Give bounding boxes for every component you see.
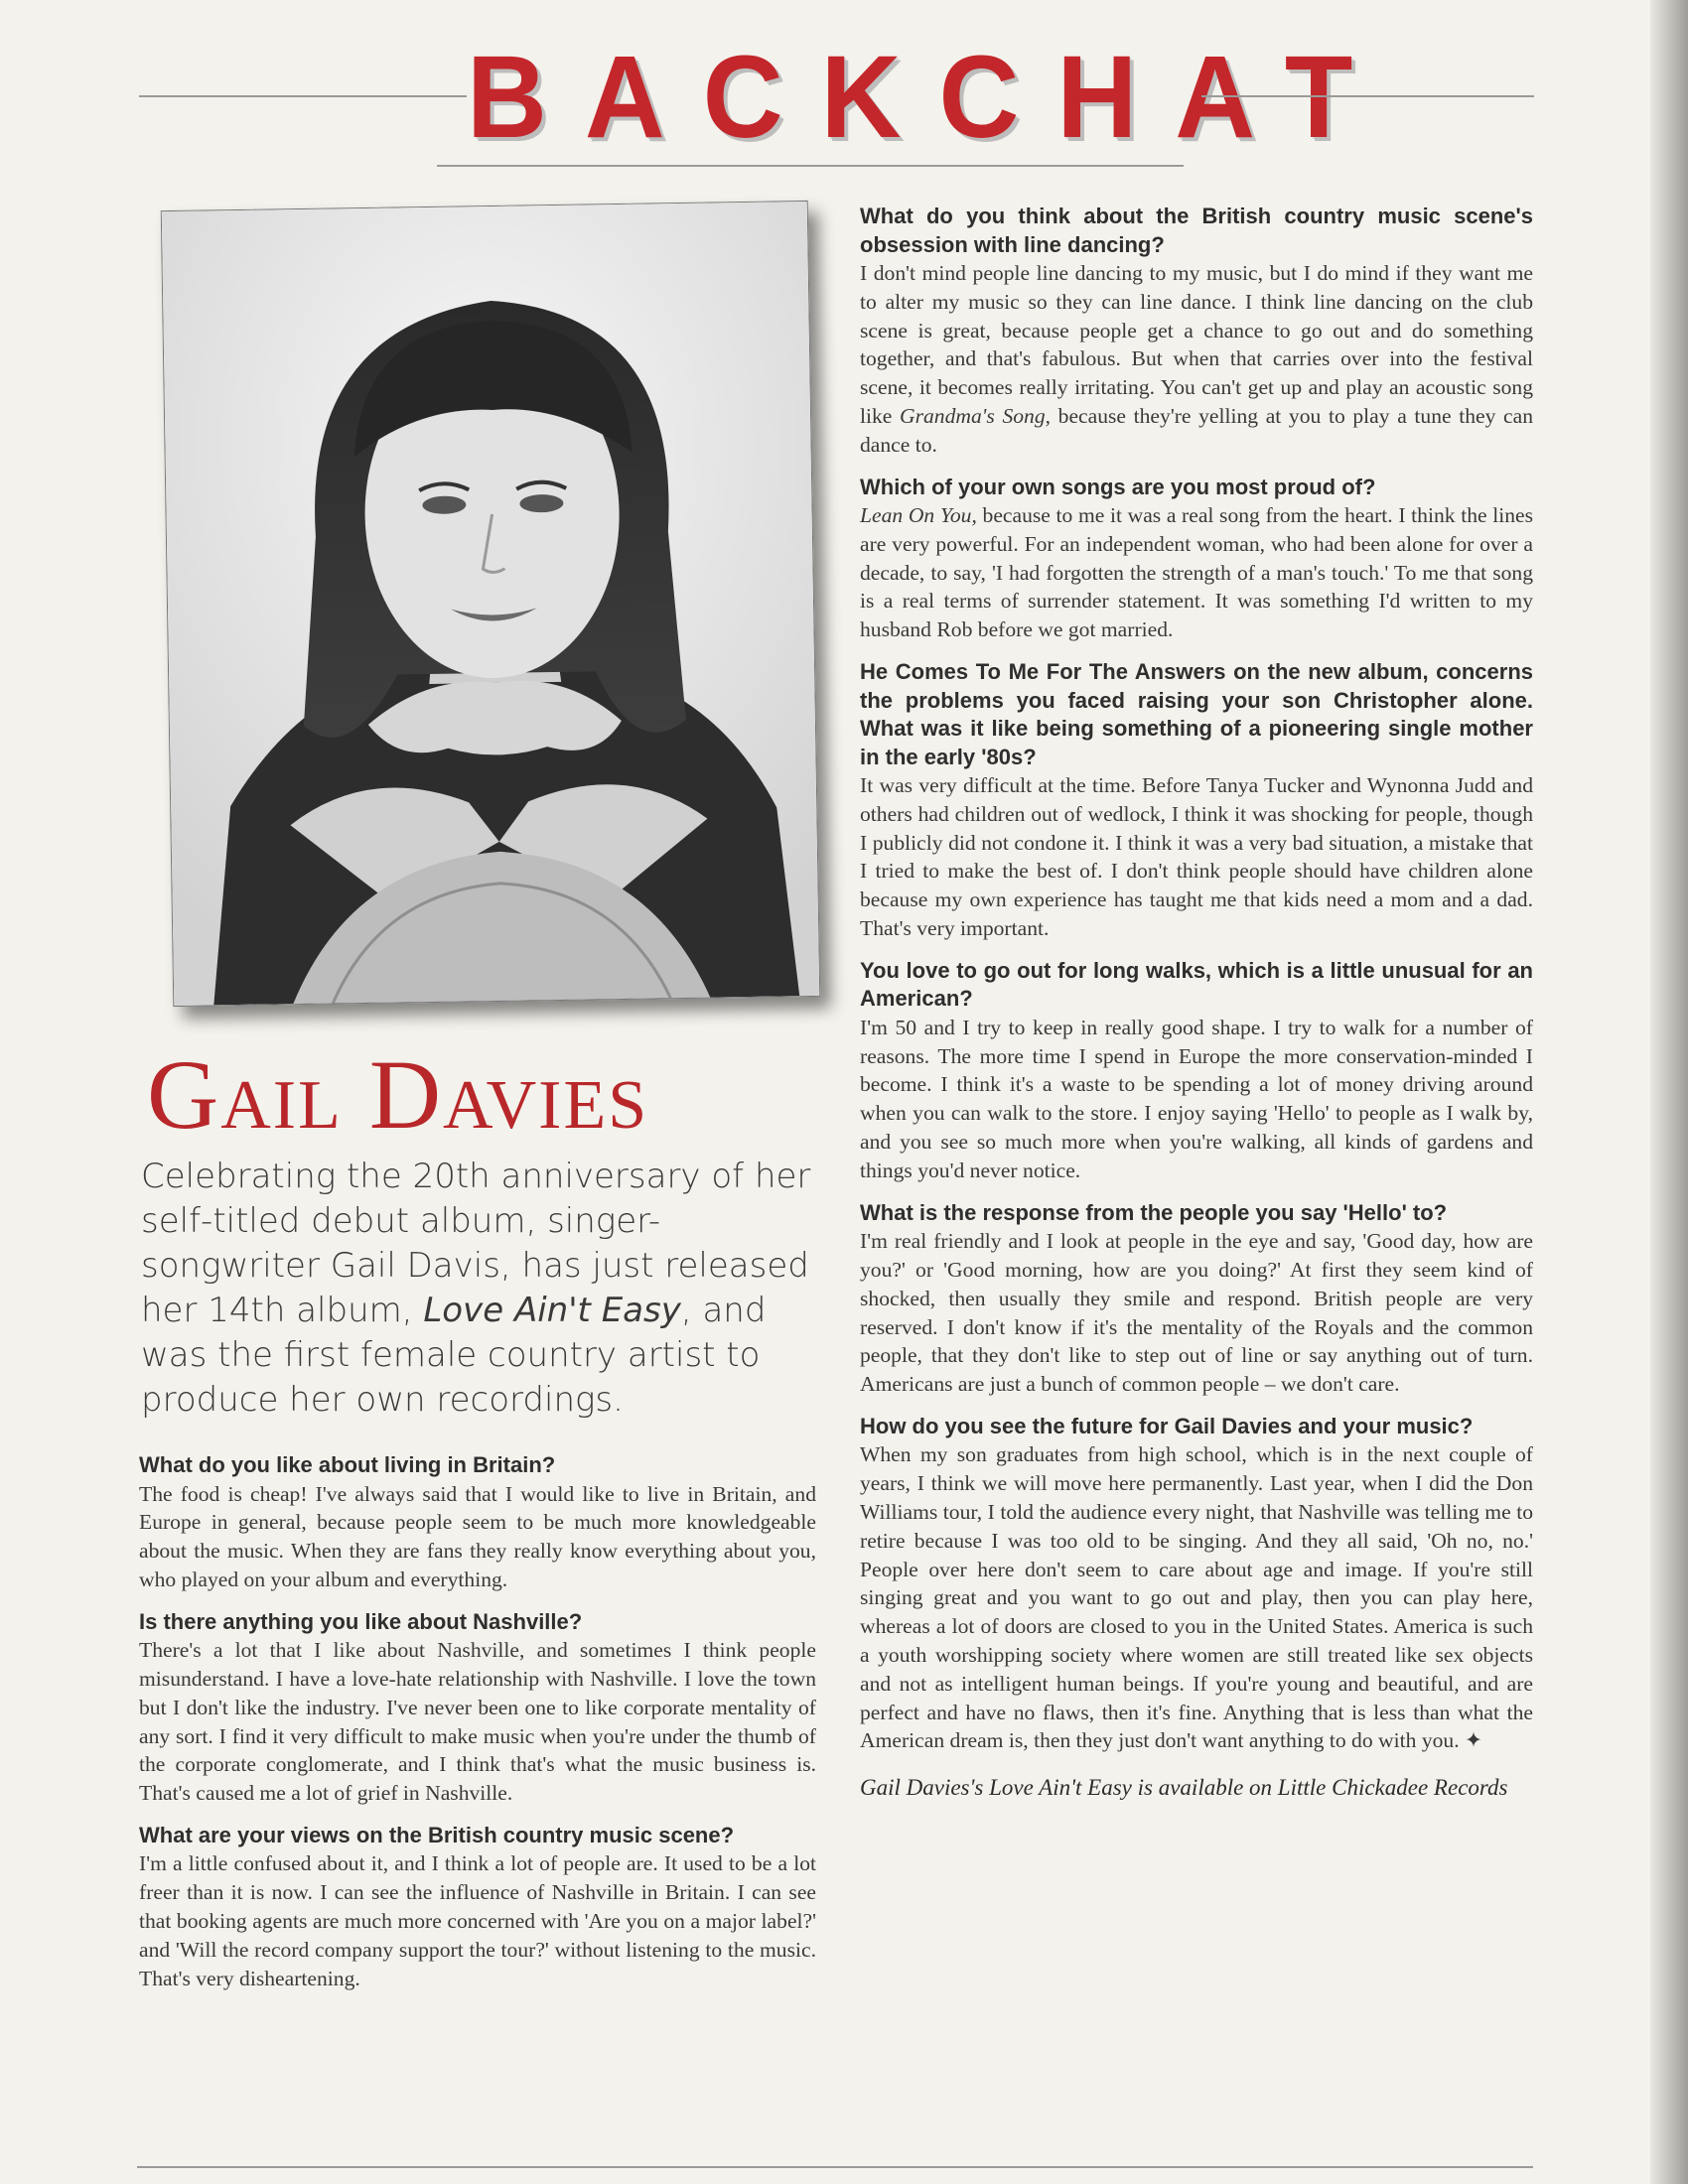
answer: The food is cheap! I've always said that I would like to live in Britain, and Europe in general, because people seem to be much more knowledgeable about the music. When they are fans they really know everything about you, who played on your album and everything.	[139, 1481, 816, 1591]
answer: I'm real friendly and I look at people in the eye and say, 'Good day, how are you?' or 'Good morning, how are you doing?' At first they seem kind of shocked, then usually they smile and respond. British people are very reserved. I don't know if it's the mentality of the Royals and the common people, that they don't like to step out of line or say anything out of turn. Americans are just a bunch of common people – we don't care.	[860, 1229, 1533, 1397]
answer-text: I don't mind people line dancing to my music, but I do mind if they want me to alter my music so they can line dance. I think line dancing on the club scene is great, because people get a chance to go out and do something together, and that's fabulous. But when that carries over into the festival scene, it becomes really irritating. You can't get up and play an acoustic song like	[860, 261, 1533, 428]
answer	[860, 501, 1533, 644]
answer: I'm 50 and I try to keep in really good shape. I try to walk for a number of reasons. The more time I spend in Europe the more conservation-minded I become. I think it's a waste to be spending a lot of money driving around when you can walk to the store. I enjoy saying 'Hello' to people as I walk by, and you see so much more when you're walking, all kinds of gardens and things you'd never notice.	[860, 1015, 1533, 1182]
question: What are your views on the British country music scene?	[139, 1822, 735, 1847]
footer-rule	[137, 2166, 1533, 2168]
answer: There's a lot that I like about Nashville, and sometimes I think people misunderstand. I have a love-hate relationship with Nashville. I love the town but I don't like the industry. I've never been one to like corporate mentality of any sort. I find it very difficult to make music when you're under the thumb of the corporate conglomerate, and I think that's what the music business is. That's caused me a lot of grief in Nashville.	[139, 1638, 816, 1806]
intro-text-1: Celebrating the 20th anniversary of her self-titled debut album, singer-songwriter Gail Davis, has just released her 14th album,	[141, 1157, 811, 1330]
page-edge-shadow	[1650, 0, 1688, 2184]
intro-paragraph	[141, 1155, 816, 1423]
question: Is there anything you like about Nashville?	[139, 1608, 583, 1634]
answer-text: , because they're yelling at you to play a tune they can dance to.	[860, 403, 1533, 457]
question: What do you like about living in Britain?	[139, 1452, 556, 1477]
question: How do you see the future for Gail Davies and your music?	[860, 1413, 1474, 1438]
answer: When my son graduates from high school, which is in the next couple of years, I think we will move here permanently. Last year, when I did the Don Williams tour, I told the audience every night, that Nashville was telling me to retire because I was too old to be singing. And they all said, 'Oh no, no.' People over here don't seem to care about age and image. If you're still singing great and you want to go out and play, then you can play here, whereas a lot of doors are closed to you in the United States. America is such a youth worshipping society where women are still treated like sex objects and not as intelligent human beings. If you're young and beautiful, and are perfect and have no flaws, then it's fine. Anything that is less than what the American dream is, then they just don't want anything to do with you. ✦	[860, 1442, 1533, 1753]
song-title: Lean On You	[860, 503, 972, 528]
portrait-image	[162, 202, 819, 1006]
answer: It was very difficult at the time. Before Tanya Tucker and Wynonna Judd and others had children out of wedlock, I think it was shocking for people, though I publicly did not condone it. I think it was a very bad situation, a mistake that I tried to make the best of. I don't think people should have children alone because my own experience has taught me that kids need a mom and a dad. That's very important.	[860, 773, 1533, 941]
song-title: Grandma's Song	[900, 403, 1046, 428]
header-rule-left	[139, 95, 467, 97]
answer: I'm a little confused about it, and I think a lot of people are. It used to be a lot freer than it is now. I can see the influence of Nashville in Britain. I can see that booking agents are much more concerned with 'Are you on a major label?' and 'Will the record company support the tour?' without listening to the music. That's very disheartening.	[139, 1851, 816, 1990]
question: Which of your own songs are you most proud of?	[860, 474, 1376, 499]
section-title: BACKCHAT	[467, 31, 1391, 163]
artist-photo	[161, 201, 821, 1007]
right-column	[860, 203, 1533, 1803]
answer	[860, 259, 1533, 460]
header-rule-right	[1201, 95, 1534, 97]
answer-text: , because to me it was a real song from the heart. I think the lines are very powerful. For an independent woman, who had been alone for over a decade, to say, 'I had forgotten the strength of a man's touch.' To me that song is a real terms of surrender statement. It was something I'd written to my husband Rob before we got married.	[860, 503, 1533, 642]
artist-name: Gail Davies	[147, 1039, 649, 1150]
availability-tagline: Gail Davies's Love Ain't Easy is available on Little Chickadee Records	[860, 1775, 1508, 1801]
intro-text-2: , and was the first female country artist to produce her own recordings.	[141, 1291, 767, 1420]
question: What is the response from the people you say 'Hello' to?	[860, 1199, 1448, 1225]
question: What do you think about the British country music scene's obsession with line dancing?	[860, 204, 1533, 257]
masthead	[0, 28, 1688, 167]
intro-album-title: Love Ain't Easy	[423, 1291, 681, 1330]
question: You love to go out for long walks, which is a little unusual for an American?	[860, 957, 1533, 1012]
header-rule-under	[437, 165, 1184, 167]
question: He Comes To Me For The Answers on the new album, concerns the problems you faced raising your son Christopher alone. What was it like being something of a pioneering single mother in the early '80s?	[860, 659, 1533, 769]
left-column	[139, 1451, 816, 2006]
